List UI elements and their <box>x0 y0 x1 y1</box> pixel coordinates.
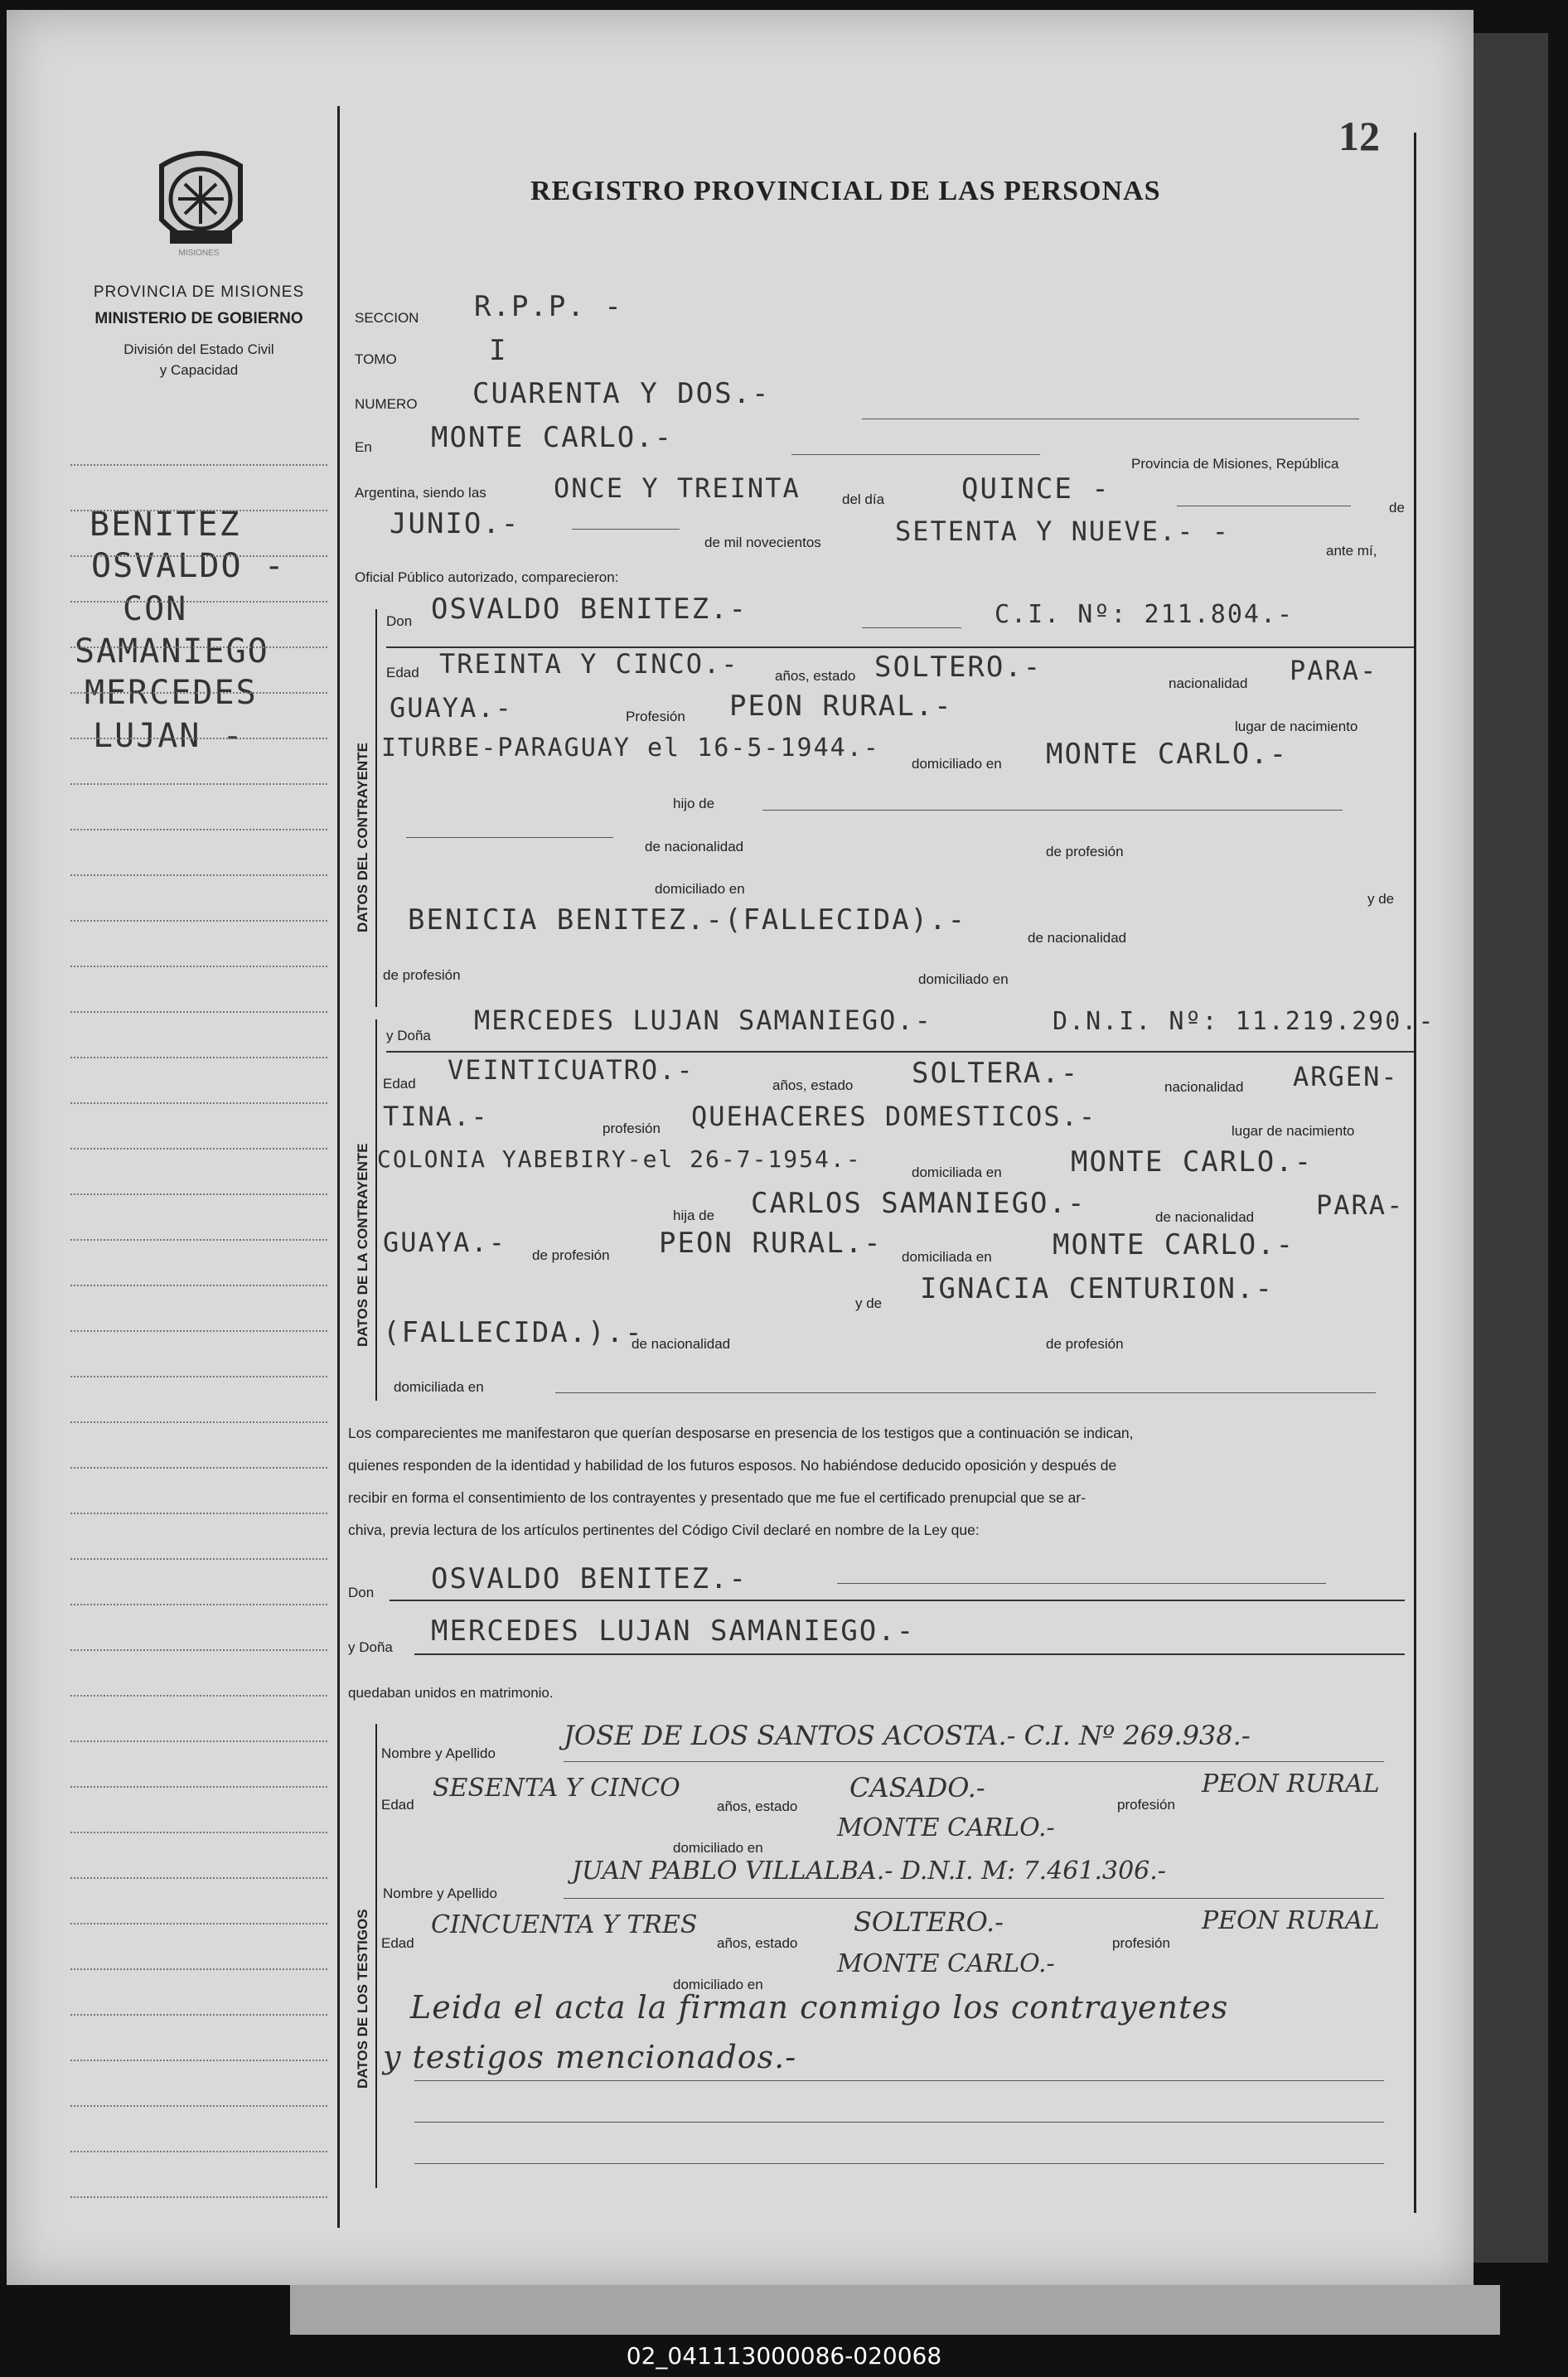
contrayente-bracket <box>375 609 377 1007</box>
contrayente2-domicilio: MONTE CARLO.- <box>1071 1145 1314 1179</box>
decl-dona-line <box>414 1653 1405 1655</box>
lugar-nacimiento-label: lugar de nacimiento <box>1235 719 1358 734</box>
book-cover-edge <box>1474 33 1548 2263</box>
contrayente1-lugar: ITURBE-PARAGUAY el 16-5-1944.- <box>381 733 880 762</box>
right-border-line <box>1414 133 1416 2213</box>
t1-profesion: PEON RURAL <box>1202 1769 1380 1798</box>
decl-don-fill <box>837 1583 1326 1584</box>
hijo-line <box>762 810 1343 811</box>
provincia-text: Provincia de Misiones, República <box>1131 456 1339 472</box>
t2-name: JUAN PABLO VILLALBA.- D.N.I. M: 7.461.306.- <box>572 1857 1166 1886</box>
padre-dom-label-2: domiciliada en <box>902 1249 992 1265</box>
lugar-nacimiento-label-2: lugar de nacimiento <box>1232 1123 1355 1139</box>
t2-nombre-label: Nombre y Apellido <box>383 1886 497 1901</box>
margin-rule <box>70 2196 327 2198</box>
mes-line <box>572 529 680 530</box>
page-number: 12 <box>1338 113 1380 159</box>
t2-anos-estado: años, estado <box>717 1935 798 1951</box>
declaration-paragraph <box>348 1417 1405 1547</box>
margin-rule <box>70 2151 327 2152</box>
contrayente2-madre-estado: (FALLECIDA.).- <box>383 1316 644 1349</box>
margin-rule <box>70 1923 327 1924</box>
del-dia-label: del día <box>842 491 885 507</box>
mil-label: de mil novecientos <box>704 535 821 550</box>
contrayente2-padre-nac: PARA- <box>1316 1189 1405 1221</box>
madre-prof-label: de profesión <box>383 967 461 983</box>
tomo-value: I <box>489 334 508 367</box>
t1-edad: SESENTA Y CINCO <box>433 1774 680 1803</box>
argentina-text: Argentina, siendo las <box>355 485 486 501</box>
padre-prof-label: de profesión <box>1046 844 1124 859</box>
decl-dona-label: y Doña <box>348 1639 393 1655</box>
margin-rule <box>70 738 327 739</box>
de-label: de <box>1389 500 1405 516</box>
contrayente2-bracket <box>375 1019 377 1401</box>
contrayente2-section-label: DATOS DE LA CONTRAYENTE <box>355 1143 370 1347</box>
contrayente2-name: MERCEDES LUJAN SAMANIEGO.- <box>474 1005 932 1036</box>
t2-domiciliado-label: domiciliado en <box>673 1977 763 1992</box>
contrayente1-nacionalidad: PARA- <box>1290 655 1378 686</box>
closing-line2: y testigos mencionados.- <box>383 2039 797 2075</box>
contrayente2-padre: CARLOS SAMANIEGO.- <box>751 1187 1086 1220</box>
margin-rule <box>70 1330 327 1332</box>
margin-rule <box>70 1695 327 1697</box>
don-label: Don <box>386 613 413 629</box>
margin-rule <box>70 1740 327 1742</box>
anio-value: SETENTA Y NUEVE.- - <box>895 516 1231 547</box>
t2-estado: SOLTERO.- <box>854 1906 1004 1938</box>
numero-label: NUMERO <box>355 396 418 412</box>
margin-note-line: OSVALDO - <box>91 547 286 585</box>
t1-domiciliado-label: domiciliado en <box>673 1840 763 1856</box>
testigos-rule <box>414 2122 1384 2123</box>
margin-note-line: MERCEDES <box>85 674 258 712</box>
margin-rule <box>70 464 327 466</box>
contrayente2-profesion: QUEHACERES DOMESTICOS.- <box>691 1101 1097 1132</box>
margin-rule <box>70 510 327 511</box>
margin-rule <box>70 1239 327 1241</box>
madre-dom-line <box>555 1392 1376 1393</box>
contrayente1-edad: TREINTA Y CINCO.- <box>439 648 739 680</box>
domiciliada-label: domiciliada en <box>912 1164 1002 1180</box>
margin-rule <box>70 1786 327 1788</box>
margin-rule <box>70 1649 327 1651</box>
province-name: PROVINCIA DE MISIONES <box>93 283 305 301</box>
margin-rule <box>70 1558 327 1560</box>
contrayente1-profesion: PEON RURAL.- <box>729 690 953 723</box>
padre-line <box>406 837 613 838</box>
contrayente2-lugar: COLONIA YABEBIRY-el 26-7-1954.- <box>377 1145 862 1173</box>
t2-profesion-label: profesión <box>1112 1935 1170 1951</box>
margin-rule <box>70 1421 327 1423</box>
dona-separator <box>386 1051 1414 1053</box>
profesion-label-2: profesión <box>603 1121 661 1136</box>
contrayente1-nacionalidad-cont: GUAYA.- <box>390 692 513 724</box>
padre-dom-label: domiciliado en <box>655 881 745 897</box>
hijo-de-label: hijo de <box>673 796 715 811</box>
margin-rule <box>70 1148 327 1150</box>
en-label: En <box>355 439 372 455</box>
contrayente2-edad: VEINTICUATRO.- <box>448 1054 694 1086</box>
testigos-rule <box>414 2080 1384 2081</box>
seccion-value: R.P.P. - <box>474 290 623 323</box>
t2-edad: CINCUENTA Y TRES <box>431 1910 698 1939</box>
file-name-caption: 02_041113000086-020068 <box>626 2342 942 2370</box>
t1-estado: CASADO.- <box>849 1772 985 1803</box>
dia-value: QUINCE - <box>961 472 1111 506</box>
numero-value: CUARENTA Y DOS.- <box>472 377 771 410</box>
declaration-line: recibir en forma el consentimiento de los contrayentes y presentado que me fue el certificado prenupcial que se ar- <box>348 1489 1086 1506</box>
division-line1: División del Estado Civil <box>123 341 274 357</box>
provincial-seal-icon <box>145 141 257 261</box>
madre-nac-label-2: de nacionalidad <box>632 1336 731 1352</box>
margin-rule <box>70 1968 327 1970</box>
margin-note-line: LUJAN - <box>93 717 244 755</box>
margin-rule <box>70 1877 327 1879</box>
hija-de-label: hija de <box>673 1208 715 1223</box>
seal-caption: MISIONES <box>178 249 220 258</box>
margin-rule <box>70 1467 327 1469</box>
madre-dom-label-2: domiciliada en <box>394 1379 484 1395</box>
page-bottom-edge <box>290 2285 1500 2335</box>
t1-profesion-label: profesión <box>1117 1797 1175 1813</box>
margin-rule <box>70 1193 327 1195</box>
profesion-label: Profesión <box>626 709 685 724</box>
madre-nac-label: de nacionalidad <box>1028 930 1127 946</box>
mes-value: JUNIO.- <box>390 507 520 540</box>
madre-dom-label: domiciliado en <box>918 971 1009 987</box>
nacionalidad-label-2: nacionalidad <box>1164 1079 1244 1095</box>
margin-rule <box>70 1513 327 1514</box>
left-border-line <box>337 106 340 2228</box>
contrayente2-nacionalidad: ARGEN- <box>1293 1061 1399 1092</box>
ante-mi-text: ante mí, <box>1326 543 1377 559</box>
t2-edad-label: Edad <box>381 1935 414 1951</box>
t1-name-line <box>564 1761 1384 1762</box>
unidos-text: quedaban unidos en matrimonio. <box>348 1685 554 1701</box>
division-line2: y Capacidad <box>159 362 239 378</box>
margin-note-line: CON <box>123 590 188 628</box>
contrayente2-estado: SOLTERA.- <box>912 1057 1080 1090</box>
margin-rule <box>70 874 327 876</box>
margin-rule <box>70 1604 327 1605</box>
contrayente2-dni: D.N.I. Nº: 11.219.290.- <box>1053 1007 1435 1036</box>
t1-nombre-label: Nombre y Apellido <box>381 1745 496 1761</box>
contrayente1-domicilio: MONTE CARLO.- <box>1046 738 1289 771</box>
declaration-line: quienes responden de la identidad y habilidad de los futuros esposos. No habiéndose deducido oposición y después de <box>348 1457 1117 1474</box>
contrayente1-name: OSVALDO BENITEZ.- <box>431 593 748 626</box>
margin-rule <box>70 1057 327 1058</box>
contrayente2-padre-prof: PEON RURAL.- <box>659 1227 883 1260</box>
margin-rule <box>70 966 327 967</box>
document-title: REGISTRO PROVINCIAL DE LAS PERSONAS <box>530 176 1161 206</box>
ministry-name: MINISTERIO DE GOBIERNO <box>94 310 303 327</box>
anos-estado-label-2: años, estado <box>772 1077 854 1093</box>
contrayente-section-label: DATOS DEL CONTRAYENTE <box>355 743 370 932</box>
decl-dona-name: MERCEDES LUJAN SAMANIEGO.- <box>431 1615 916 1648</box>
padre-nac-label-2: de nacionalidad <box>1155 1209 1255 1225</box>
nacionalidad-label: nacionalidad <box>1169 675 1248 691</box>
t1-edad-label: Edad <box>381 1797 414 1813</box>
edad-label: Edad <box>386 665 419 680</box>
y-de-label-2: y de <box>855 1295 883 1311</box>
anos-estado-label: años, estado <box>775 668 856 684</box>
margin-rule <box>70 829 327 830</box>
decl-don-label: Don <box>348 1585 375 1600</box>
contrayente1-estado: SOLTERO.- <box>874 651 1043 684</box>
contrayente2-padre-nac-cont: GUAYA.- <box>383 1227 506 1258</box>
domiciliado-label: domiciliado en <box>912 756 1002 772</box>
testigos-section-label: DATOS DE LOS TESTIGOS <box>355 1909 370 2089</box>
contrayente2-padre-dom: MONTE CARLO.- <box>1053 1228 1295 1261</box>
margin-rule <box>70 2060 327 2061</box>
decl-don-line <box>390 1600 1405 1601</box>
margin-rule <box>70 1102 327 1104</box>
oficial-text: Oficial Público autorizado, comparecieron: <box>355 569 619 585</box>
testigos-rule <box>414 2163 1384 2164</box>
margin-note-line: BENITEZ <box>90 506 241 544</box>
dona-label: y Doña <box>386 1028 431 1043</box>
t1-name: JOSE DE LOS SANTOS ACOSTA.- C.I. Nº 269.938.- <box>564 1720 1251 1751</box>
t1-anos-estado: años, estado <box>717 1798 798 1814</box>
seccion-label: SECCION <box>355 310 419 326</box>
en-line <box>791 454 1040 455</box>
edad-label-2: Edad <box>383 1076 416 1092</box>
margin-note-line: SAMANIEGO <box>75 632 269 670</box>
padre-prof-label-2: de profesión <box>532 1247 610 1263</box>
contrayente2-nacionalidad-cont: TINA.- <box>383 1101 489 1132</box>
padre-nac-label: de nacionalidad <box>645 839 744 854</box>
margin-rule <box>70 601 327 603</box>
t2-domicilio: MONTE CARLO.- <box>837 1949 1055 1978</box>
don-line <box>862 627 961 628</box>
margin-rule <box>70 920 327 922</box>
margin-rule <box>70 646 327 648</box>
margin-rule <box>70 1285 327 1286</box>
y-de-label: y de <box>1367 891 1395 907</box>
margin-rule <box>70 555 327 557</box>
t2-profesion: PEON RURAL <box>1202 1906 1380 1935</box>
decl-don-name: OSVALDO BENITEZ.- <box>431 1562 748 1595</box>
t2-name-line <box>564 1898 1384 1899</box>
margin-rule <box>70 783 327 785</box>
margin-rule <box>70 692 327 694</box>
madre-prof-label-2: de profesión <box>1046 1336 1124 1352</box>
tomo-label: TOMO <box>355 351 397 367</box>
declaration-line: chiva, previa lectura de los artículos pertinentes del Código Civil declaré en nombre de la Ley que: <box>348 1522 980 1538</box>
t1-domicilio: MONTE CARLO.- <box>837 1813 1055 1842</box>
margin-rule <box>70 2014 327 2016</box>
declaration-line: Los comparecientes me manifestaron que querían desposarse en presencia de los testigos que a continuación se indican, <box>348 1425 1134 1441</box>
hora-value: ONCE Y TREINTA <box>554 472 801 504</box>
testigos-bracket <box>375 1724 377 2188</box>
contrayente1-madre: BENICIA BENITEZ.-(FALLECIDA).- <box>408 903 967 937</box>
margin-rule <box>70 1011 327 1013</box>
contrayente1-ci: C.I. Nº: 211.804.- <box>995 600 1295 629</box>
closing-line1: Leida el acta la firman conmigo los contrayentes <box>410 1989 1229 2026</box>
margin-rule <box>70 1832 327 1833</box>
margin-rule <box>70 2105 327 2107</box>
margin-rule <box>70 1376 327 1377</box>
contrayente2-madre: IGNACIA CENTURION.- <box>920 1272 1274 1305</box>
en-value: MONTE CARLO.- <box>431 421 674 454</box>
